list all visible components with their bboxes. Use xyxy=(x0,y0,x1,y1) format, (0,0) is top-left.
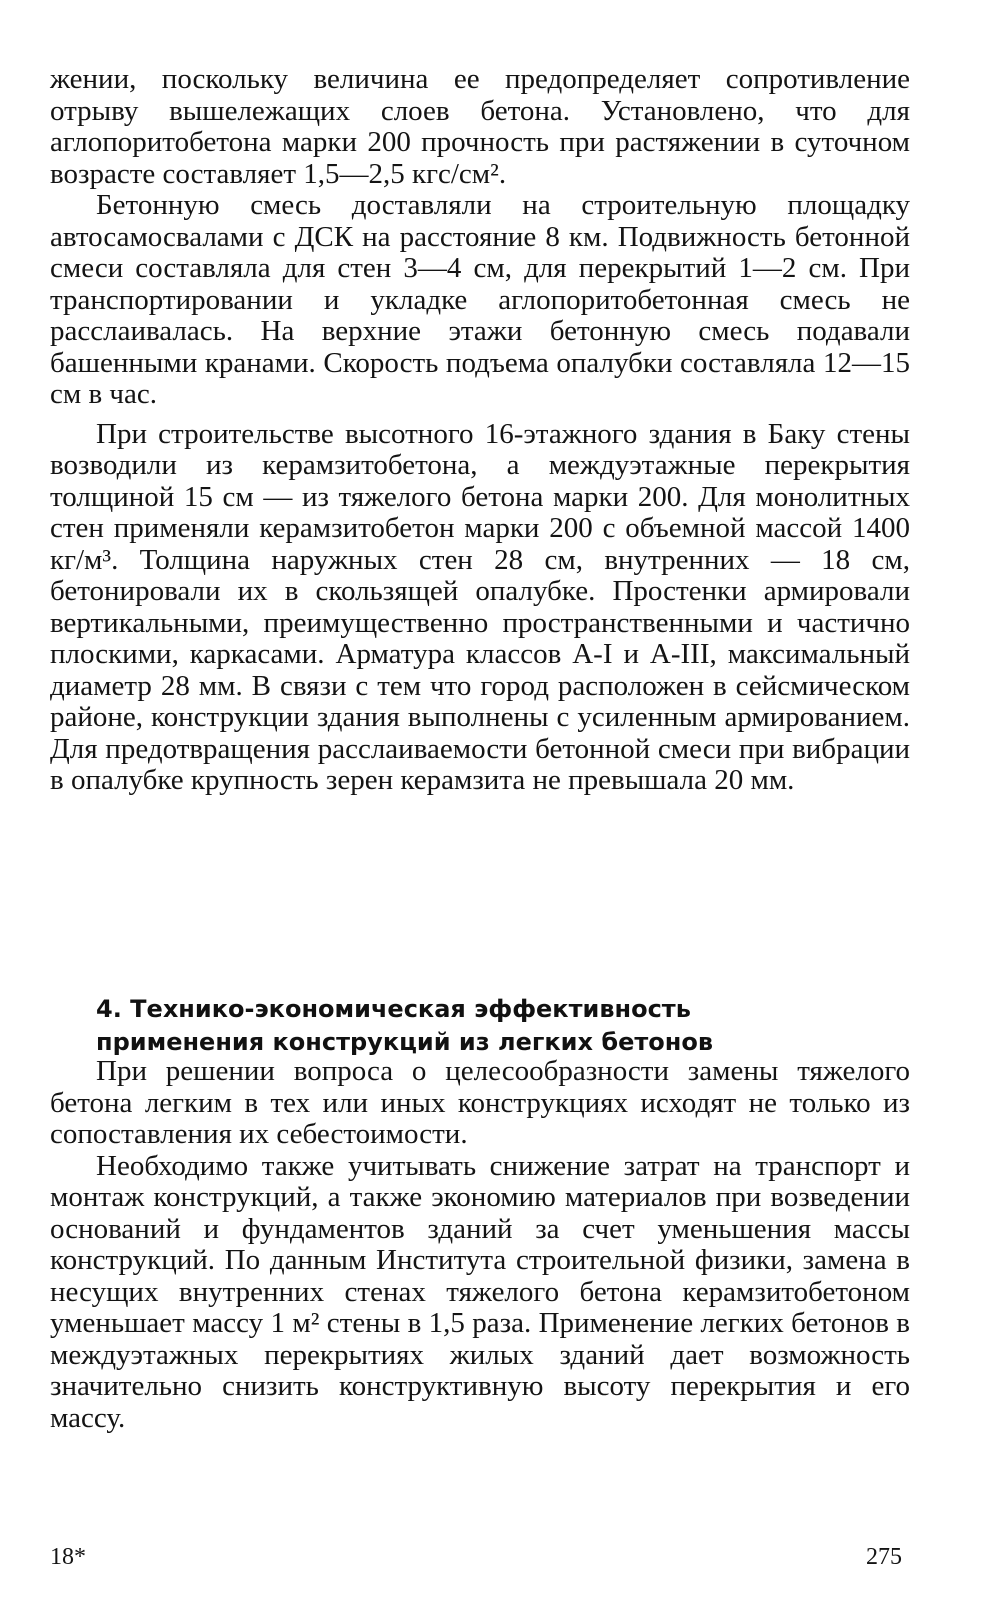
section-heading-line-2: применения конструкций из легких бетонов xyxy=(96,1028,714,1056)
paragraph-3: При строительстве высотного 16-этажного здания в Баку стены возводили из керамзитобетона, а междуэтажные перекрытия толщиной 15 см — из тяжелого бетона марки 200. Для монолитных стен применяли керамзитобетон марки 200 с объемной массой 1400 кг/м³. Толщина наружных стен 28 см, внутренних — 18 см, бетонировали их в скользящей опалубке. Простенки армировали вертикальными, преимущественно пространственными и частично плоскими, каркасами. Арматура классов А-I и А-III, максимальный диаметр 28 мм. В связи с тем что город расположен в сейсмическом районе, конструкции здания выполнены с усиленным армированием. Для предотвращения расслаиваемости бетонной смеси при вибрации в опалубке крупность зерен керамзита не превышала 20 мм. xyxy=(50,417,910,796)
page-number: 275 xyxy=(866,1544,902,1570)
section-heading-line-1: 4. Технико-экономическая эффективность xyxy=(96,995,691,1023)
section-continuation xyxy=(50,64,910,797)
paragraph-4: При решении вопроса о целесообразности замены тяжелого бетона легким в тех или иных конструкциях исходят не только из сопоставления их себестоимости. xyxy=(50,1055,910,1150)
signature-mark: 18* xyxy=(50,1544,86,1570)
section-heading xyxy=(96,993,916,1059)
page-footer xyxy=(50,1544,902,1571)
section-4-body xyxy=(50,1056,910,1434)
paragraph-1: жении, поскольку величина ее предопределяет сопротивление отрыву вышележащих слоев бетона. Установлено, что для аглопоритобетона марки 200 прочность при растяжении в суточном возрасте составляет 1,5—2,5 кгс/см². xyxy=(50,63,910,190)
paragraph-2: Бетонную смесь доставляли на строительную площадку автосамосвалами с ДСК на расстояние 8 км. Подвижность бетонной смеси составляла для стен 3—4 см, для перекрытий 1—2 см. При транспортировании и укладке аглопоритобетонная смесь не расслаивалась. На верхние этажи бетонную смесь подавали башенными кранами. Скорость подъема опалубки составляла 12—15 см в час. xyxy=(50,189,910,410)
paragraph-5: Необходимо также учитывать снижение затрат на транспорт и монтаж конструкций, а также экономию материалов при возведении оснований и фундаментов зданий за счет уменьшения массы конструкций. По данным Института строительной физики, замена в несущих внутренних стенах тяжелого бетона керамзитобетоном уменьшает массу 1 м² стены в 1,5 раза. Применение легких бетонов в междуэтажных перекрытиях жилых зданий дает возможность значительно снизить конструктивную высоту перекрытия и его массу. xyxy=(50,1149,910,1434)
